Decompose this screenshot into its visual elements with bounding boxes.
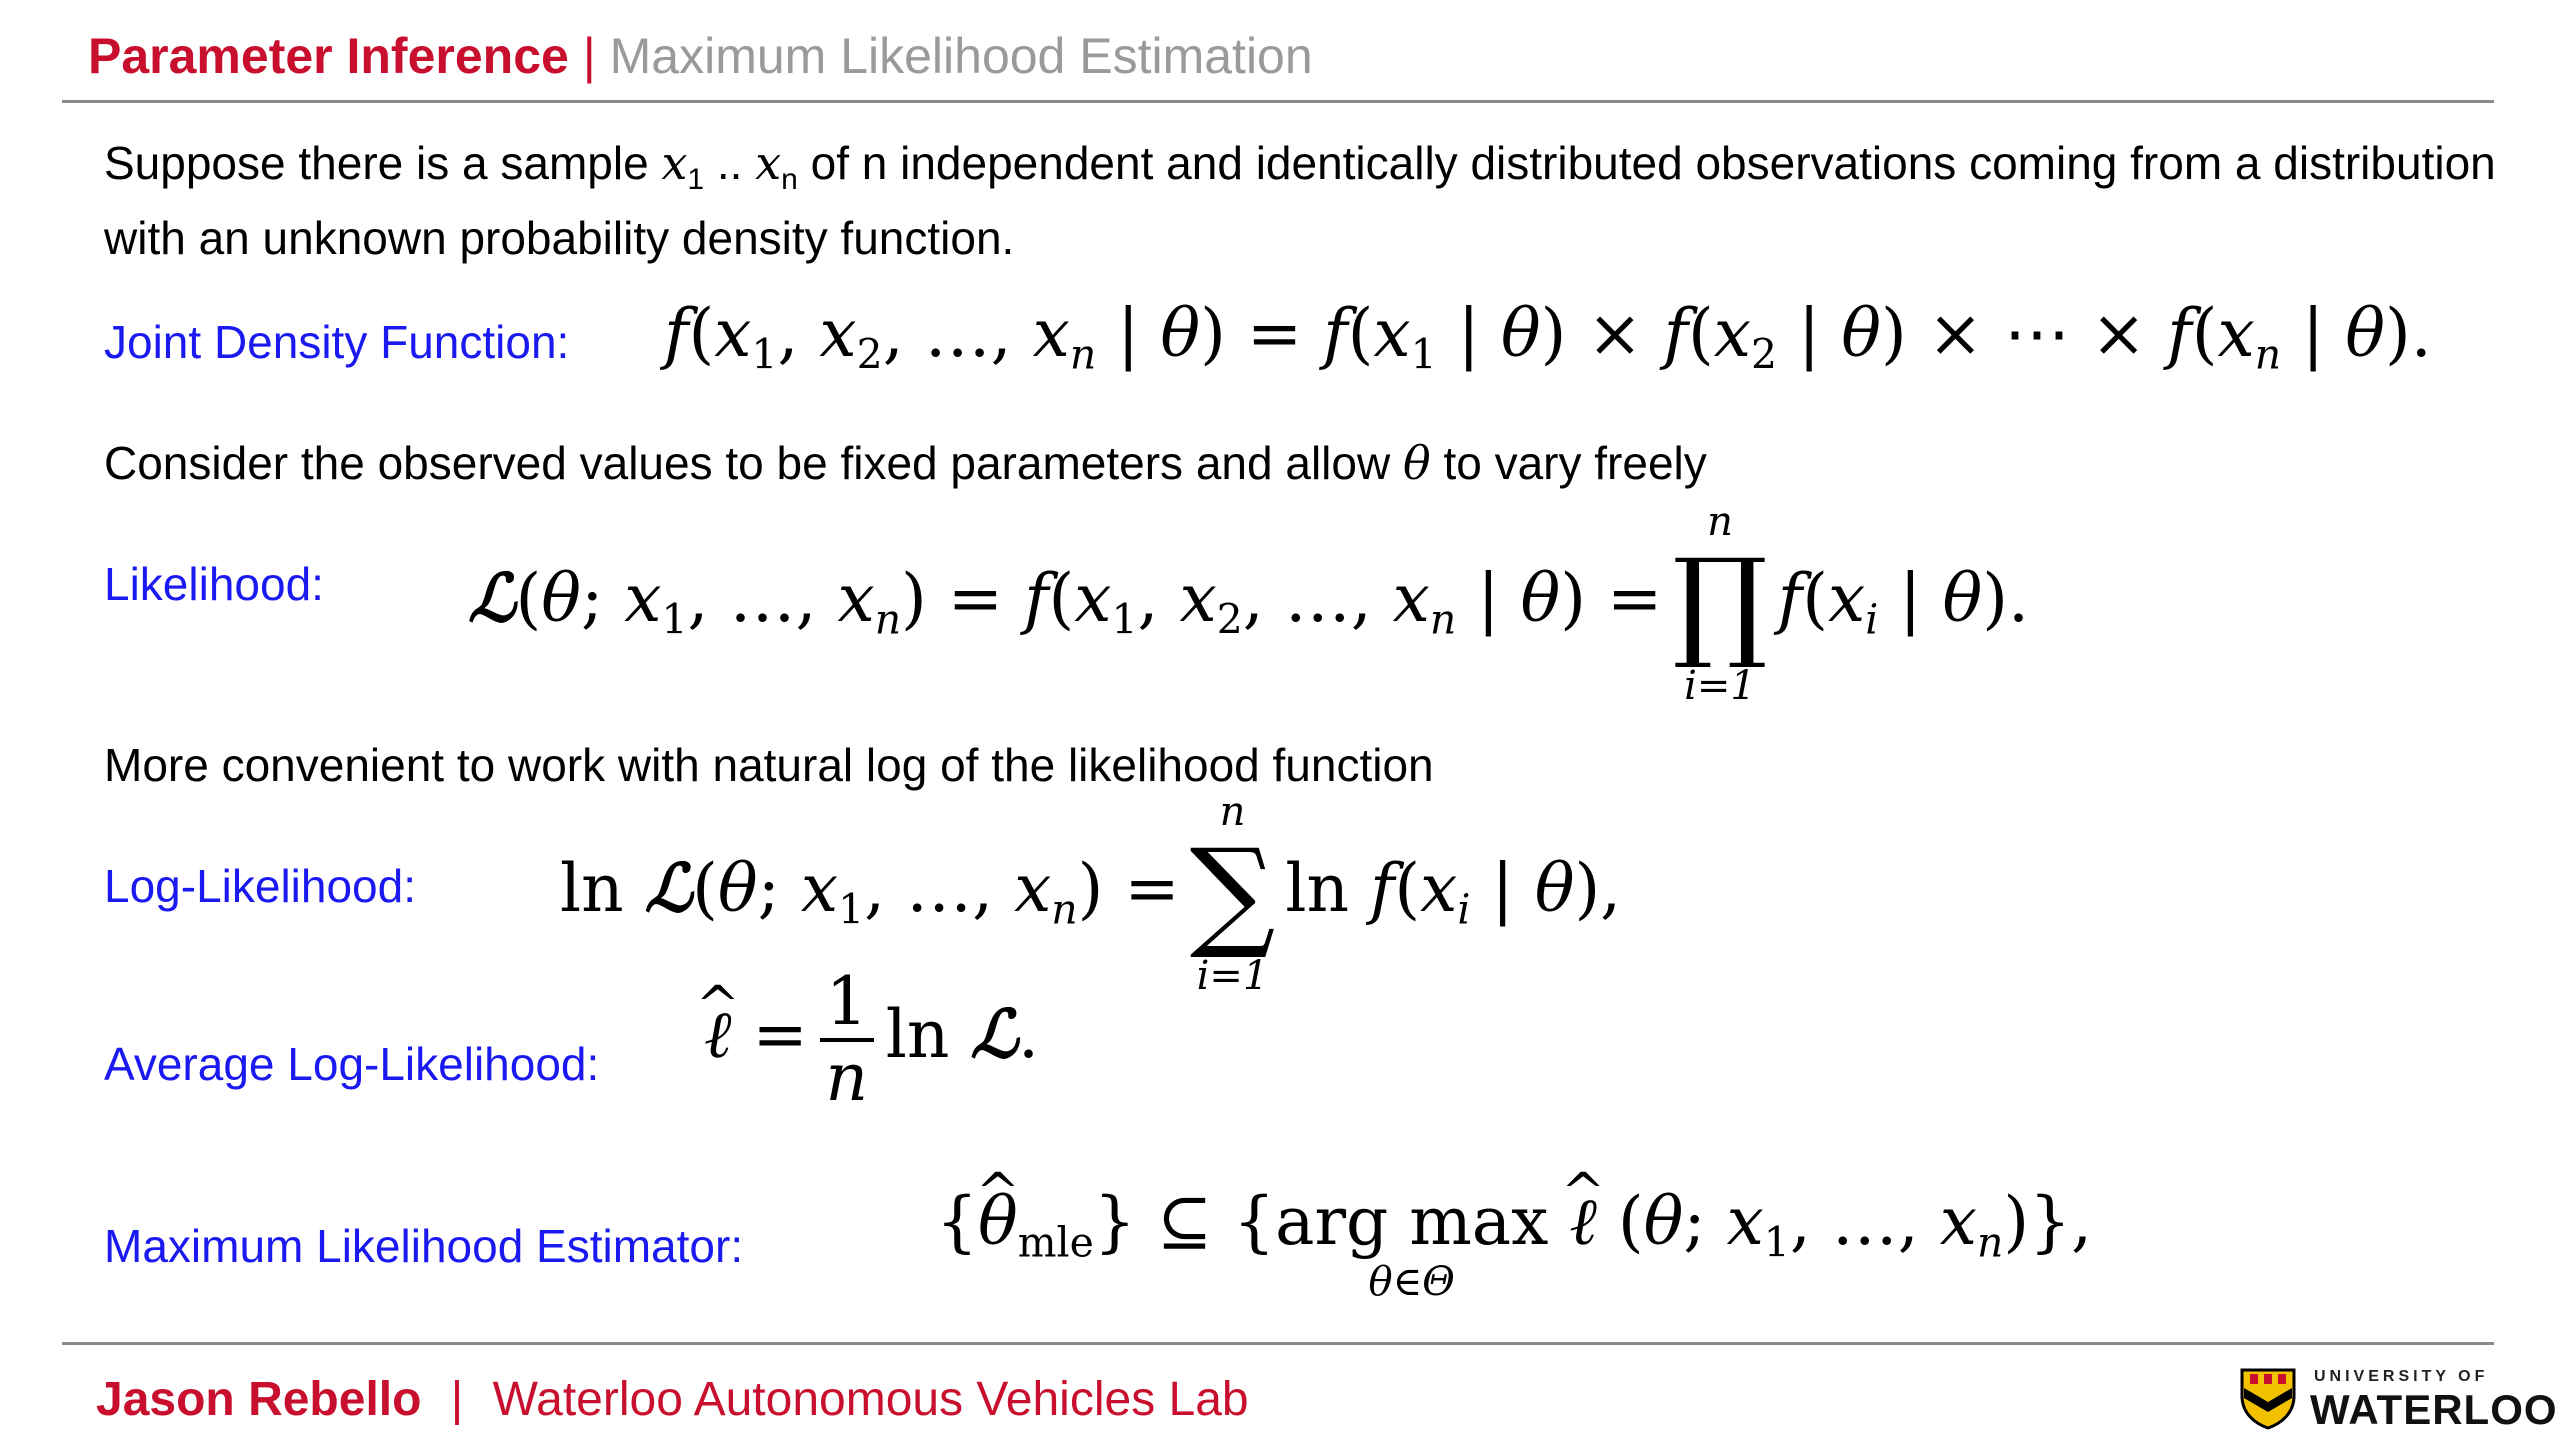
title-main: Parameter Inference	[88, 28, 569, 84]
intro-paragraph: Suppose there is a sample $x_1$ .. $x_n$ of n independent and identically distributed observations coming from a distribution with an unknown probability density function.	[104, 136, 2496, 265]
title-separator: |	[582, 28, 596, 84]
author-name: Jason Rebello	[96, 1373, 422, 1426]
joint-density-equation: $f(x_1$, $x_2$, …, xn | $\theta) = f(x_1$ | $\theta) \times f(x_2$ | θ) × ⋯ × f(xn | θ).	[664, 295, 2432, 379]
avg-log-likelihood-equation: ^ ℓ = $\frac{1}{n}$ ln ℒ.	[704, 966, 1039, 1114]
logo-main-text: WATERLOO	[2310, 1386, 2558, 1433]
likelihood-equation: ℒ(θ; $x_1$, …, $xn) = f(x_1$, $x_2$, …, xn | θ) = n ∏ i=1 f(xi | θ).	[468, 499, 2029, 709]
avg-log-likelihood-label: Average Log-Likelihood:	[104, 1038, 600, 1090]
convenient-text: More convenient to work with natural log of the likelihood function	[104, 739, 1434, 791]
joint-density-label: Joint Density Function:	[104, 316, 570, 368]
log-likelihood-label: Log-Likelihood:	[104, 860, 417, 912]
mle-label: Maximum Likelihood Estimator:	[104, 1220, 744, 1272]
logo-top-text: UNIVERSITY OF	[2314, 1368, 2489, 1385]
consider-text: Consider the observed values to be fixed parameters and allow θ to vary freely	[104, 436, 1707, 490]
footer-separator: |	[450, 1373, 464, 1426]
log-likelihood-equation: ln ℒ(θ; $x_1$, …, xn) = n ∑ i=1 ln f(xi | θ),	[560, 789, 1622, 999]
title-subtitle: Maximum Likelihood Estimation	[609, 28, 1313, 84]
footer-credit	[96, 1370, 1249, 1430]
likelihood-label: Likelihood:	[104, 558, 324, 610]
crest-shield-icon	[2238, 1366, 2298, 1430]
header-rule	[62, 100, 2494, 103]
university-logo	[2238, 1366, 2558, 1433]
lab-name: Waterloo Autonomous Vehicles Lab	[492, 1373, 1249, 1426]
footer-rule	[62, 1342, 2494, 1345]
slide-title	[88, 26, 1313, 86]
mle-equation: {^ $\theta_{mle}$} ⊆ {arg max θ∈Θ ^ ℓ (θ; $x_1$, …, xn)},	[936, 1182, 2092, 1302]
